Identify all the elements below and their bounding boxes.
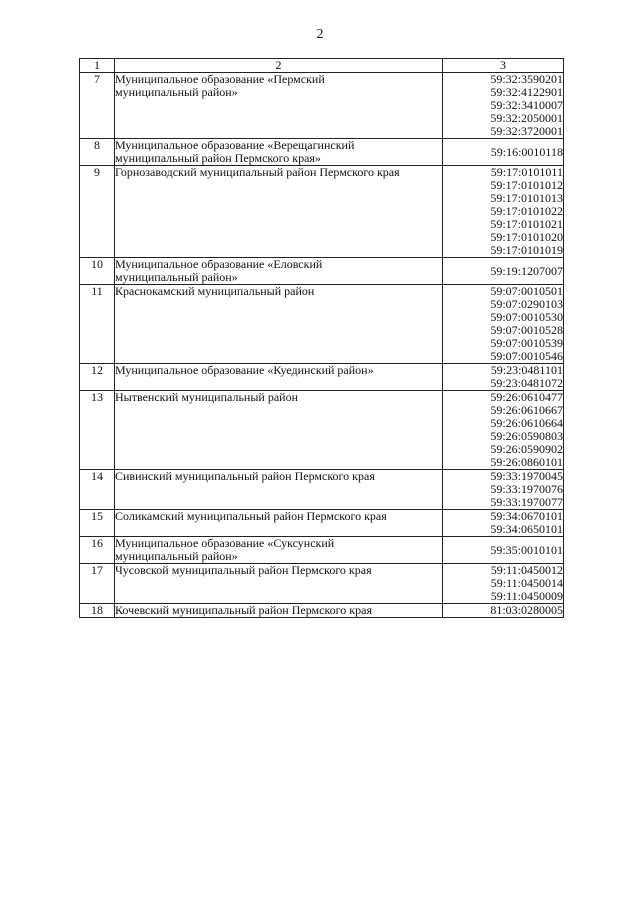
- municipality-name-line: муниципальный район»: [115, 270, 238, 284]
- row-number: 10: [80, 258, 115, 285]
- cadastral-codes: [443, 285, 564, 364]
- municipality-name-line: Чусовской муниципальный район Пермского края: [115, 563, 372, 577]
- cadastral-code: 59:11:0450009: [490, 589, 563, 603]
- table-row: [80, 510, 564, 537]
- cadastral-code: 59:33:1970076: [490, 482, 563, 496]
- table-row: [80, 391, 564, 470]
- table-row: [80, 285, 564, 364]
- cadastral-codes: [443, 510, 564, 537]
- municipality-name-line: Муниципальное образование «Суксунский: [115, 536, 335, 550]
- row-number: 9: [80, 166, 115, 258]
- cadastral-codes: [443, 73, 564, 139]
- cadastral-codes: [443, 470, 564, 510]
- cadastral-code: 59:26:0610477: [490, 390, 563, 404]
- cadastral-code: 59:07:0010528: [490, 323, 563, 337]
- municipality-name-line: Муниципальное образование «Куединский район»: [115, 363, 374, 377]
- municipality-name: [115, 139, 443, 166]
- cadastral-code: 59:26:0610667: [490, 403, 563, 417]
- table-row: [80, 139, 564, 166]
- table-row: [80, 564, 564, 604]
- header-col-2: 2: [115, 59, 443, 73]
- municipality-name-line: муниципальный район»: [115, 85, 238, 99]
- cadastral-code: 59:34:0650101: [490, 522, 563, 536]
- cadastral-code: 59:07:0290103: [490, 297, 563, 311]
- row-number: 16: [80, 537, 115, 564]
- municipality-name-line: Муниципальное образование «Еловский: [115, 257, 323, 271]
- cadastral-code: 59:07:0010539: [490, 336, 563, 350]
- cadastral-code: 59:16:0010118: [490, 144, 563, 159]
- cadastral-code: 59:07:0010546: [490, 349, 563, 363]
- cadastral-codes: [443, 391, 564, 470]
- municipality-name-line: Муниципальное образование «Верещагинский: [115, 138, 355, 152]
- cadastral-code: 59:07:0010501: [490, 284, 563, 298]
- row-number: 8: [80, 139, 115, 166]
- header-col-1: 1: [80, 59, 115, 73]
- cadastral-code: 59:26:0610664: [490, 416, 563, 430]
- row-number: 14: [80, 470, 115, 510]
- municipality-name: [115, 470, 443, 510]
- cadastral-code: 59:19:1207007: [490, 263, 563, 278]
- row-number: 17: [80, 564, 115, 604]
- municipality-name: [115, 364, 443, 391]
- cadastral-code: 81:03:0280005: [490, 603, 563, 617]
- table-row: [80, 364, 564, 391]
- municipality-name: [115, 258, 443, 285]
- cadastral-code: 59:11:0450014: [490, 576, 563, 590]
- municipality-name-line: Нытвенский муниципальный район: [115, 390, 298, 404]
- municipality-name-line: Муниципальное образование «Пермский: [115, 72, 325, 86]
- cadastral-codes: [443, 537, 564, 564]
- cadastral-code: 59:33:1970077: [490, 495, 563, 509]
- cadastral-codes: [443, 258, 564, 285]
- municipality-name-line: муниципальный район»: [115, 549, 238, 563]
- municipality-name-line: Сивинский муниципальный район Пермского края: [115, 469, 375, 483]
- cadastral-code: 59:17:0101013: [490, 191, 563, 205]
- cadastral-codes: [443, 564, 564, 604]
- cadastral-code: 59:26:0590902: [490, 442, 563, 456]
- municipality-name-line: Соликамский муниципальный район Пермского края: [115, 509, 387, 523]
- header-col-3: 3: [443, 59, 564, 73]
- municipality-name: [115, 166, 443, 258]
- cadastral-code: 59:32:3590201: [490, 72, 563, 86]
- page-number: 2: [316, 27, 324, 42]
- row-number: 7: [80, 73, 115, 139]
- table-row: [80, 537, 564, 564]
- cadastral-code: 59:17:0101012: [490, 178, 563, 192]
- cadastral-code: 59:32:3410007: [490, 98, 563, 112]
- table-row: [80, 470, 564, 510]
- cadastral-codes: [443, 604, 564, 618]
- row-number: 15: [80, 510, 115, 537]
- cadastral-codes: [443, 364, 564, 391]
- cadastral-code: 59:17:0101020: [490, 230, 563, 244]
- table-row: [80, 73, 564, 139]
- cadastral-codes: [443, 139, 564, 166]
- registry-table: [79, 58, 564, 618]
- municipality-name: [115, 73, 443, 139]
- header-row: [80, 59, 564, 73]
- municipality-name: [115, 564, 443, 604]
- municipality-name: [115, 510, 443, 537]
- municipality-name: [115, 285, 443, 364]
- table-row: [80, 166, 564, 258]
- cadastral-code: 59:32:2050001: [490, 111, 563, 125]
- row-number: 12: [80, 364, 115, 391]
- cadastral-codes: [443, 166, 564, 258]
- municipality-name-line: Краснокамский муниципальный район: [115, 284, 315, 298]
- cadastral-code: 59:17:0101022: [490, 204, 563, 218]
- municipality-name: [115, 537, 443, 564]
- cadastral-code: 59:17:0101019: [490, 243, 563, 257]
- cadastral-code: 59:23:0481072: [490, 376, 563, 390]
- table-row: [80, 258, 564, 285]
- cadastral-code: 59:26:0860101: [490, 455, 563, 469]
- cadastral-code: 59:17:0101011: [490, 165, 563, 179]
- row-number: 13: [80, 391, 115, 470]
- cadastral-code: 59:26:0590803: [490, 429, 563, 443]
- cadastral-code: 59:32:3720001: [490, 124, 563, 138]
- row-number: 11: [80, 285, 115, 364]
- cadastral-code: 59:32:4122901: [490, 85, 563, 99]
- municipality-name: [115, 604, 443, 618]
- municipality-name-line: Кочевский муниципальный район Пермского края: [115, 603, 372, 617]
- cadastral-code: 59:34:0670101: [490, 509, 563, 523]
- cadastral-code: 59:35:0010101: [490, 542, 563, 557]
- cadastral-code: 59:33:1970045: [490, 469, 563, 483]
- municipality-name: [115, 391, 443, 470]
- cadastral-code: 59:11:0450012: [490, 563, 563, 577]
- cadastral-code: 59:23:0481101: [490, 363, 563, 377]
- row-number: 18: [80, 604, 115, 618]
- municipality-name-line: муниципальный район Пермского края»: [115, 151, 321, 165]
- table-row: [80, 604, 564, 618]
- municipality-name-line: Горнозаводский муниципальный район Пермского края: [115, 165, 400, 179]
- cadastral-code: 59:17:0101021: [490, 217, 563, 231]
- cadastral-code: 59:07:0010530: [490, 310, 563, 324]
